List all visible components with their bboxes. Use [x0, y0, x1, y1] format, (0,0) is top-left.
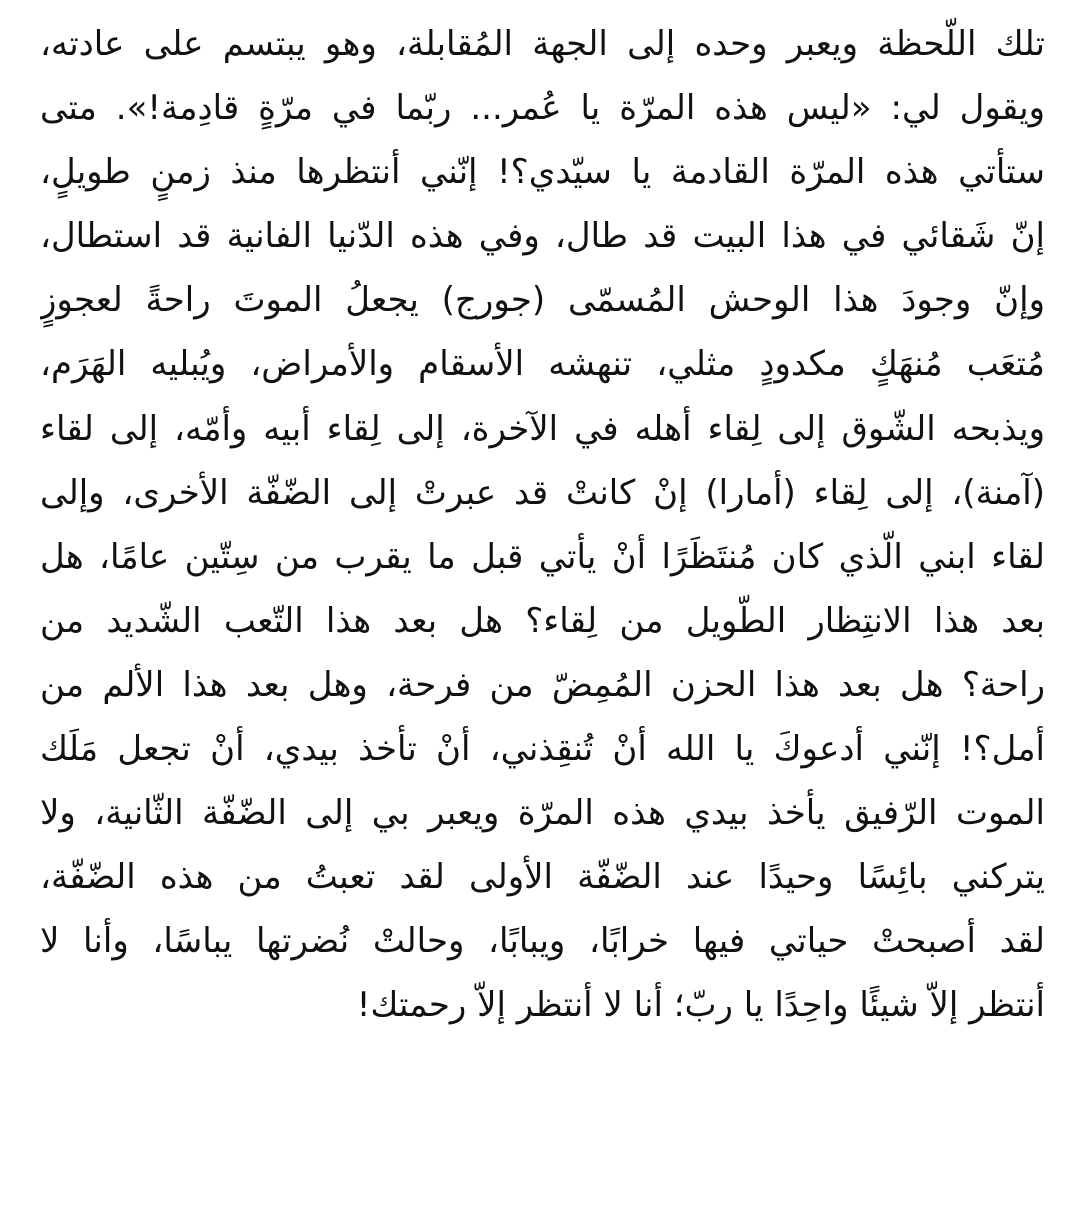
text-line: وإنّ وجودَ هذا الوحش المُسمّى (جورج) يجعلُ الموتَ راحةً لعجوزٍ: [40, 280, 1045, 321]
document-page: [40, 12, 1045, 1204]
text-line: إنّ شَقائي في هذا البيت قد طال، وفي هذه الدّنيا الفانية قد استطال،: [40, 216, 1045, 257]
text-line: يتركني بائِسًا وحيدًا عند الضّفّة الأولى لقد تعبتُ من هذه الضّفّة،: [40, 857, 1045, 898]
text-line: ويقول لي: «ليس هذه المرّة يا عُمر... ربّما في مرّةٍ قادِمة!». متى: [40, 88, 1045, 129]
text-line: أمل؟! إنّني أدعوكَ يا الله أنْ تُنقِذني، أنْ تأخذ بيدي، أنْ تجعل مَلَك: [40, 729, 1045, 770]
text-line: ويذبحه الشّوق إلى لِقاء أهله في الآخرة، إلى لِقاء أبيه وأمّه، إلى لقاء: [40, 408, 1045, 449]
text-line: راحة؟ هل بعد هذا الحزن المُمِضّ من فرحة، وهل بعد هذا الألم من: [40, 664, 1045, 705]
text-line: مُتعَب مُنهَكٍ مكدودٍ مثلي، تنهشه الأسقام والأمراض، ويُبليه الهَرَم،: [40, 344, 1045, 385]
text-line: لقاء ابني الّذي كان مُنتَظَرًا أنْ يأتي قبل ما يقرب من سِتّين عامًا، هل: [40, 536, 1045, 577]
text-line: تلك اللّحظة ويعبر وحده إلى الجهة المُقابلة، وهو يبتسم على عادته،: [40, 24, 1045, 64]
text-line: بعد هذا الانتِظار الطّويل من لِقاء؟ هل بعد هذا التّعب الشّديد من: [40, 600, 1045, 641]
text-line: الموت الرّفيق يأخذ بيدي هذه المرّة ويعبر بي إلى الضّفّة الثّانية، ولا: [40, 793, 1045, 834]
text-line: لقد أصبحتْ حياتي فيها خرابًا، ويبابًا، وحالتْ نُضرتها يباسًا، وأنا لا: [40, 921, 1045, 962]
text-line: ستأتي هذه المرّة القادمة يا سيّدي؟! إنّني أنتظرها منذ زمنٍ طويلٍ،: [40, 152, 1045, 193]
text-line-last: أنتظر إلاّ شيئًا واحِدًا يا ربّ؛ أنا لا أنتظر إلاّ رحمتك!: [356, 985, 1045, 1026]
text-line: (آمنة)، إلى لِقاء (أمارا) إنْ كانتْ قد عبرتْ إلى الضّفّة الأخرى، وإلى: [40, 472, 1045, 513]
